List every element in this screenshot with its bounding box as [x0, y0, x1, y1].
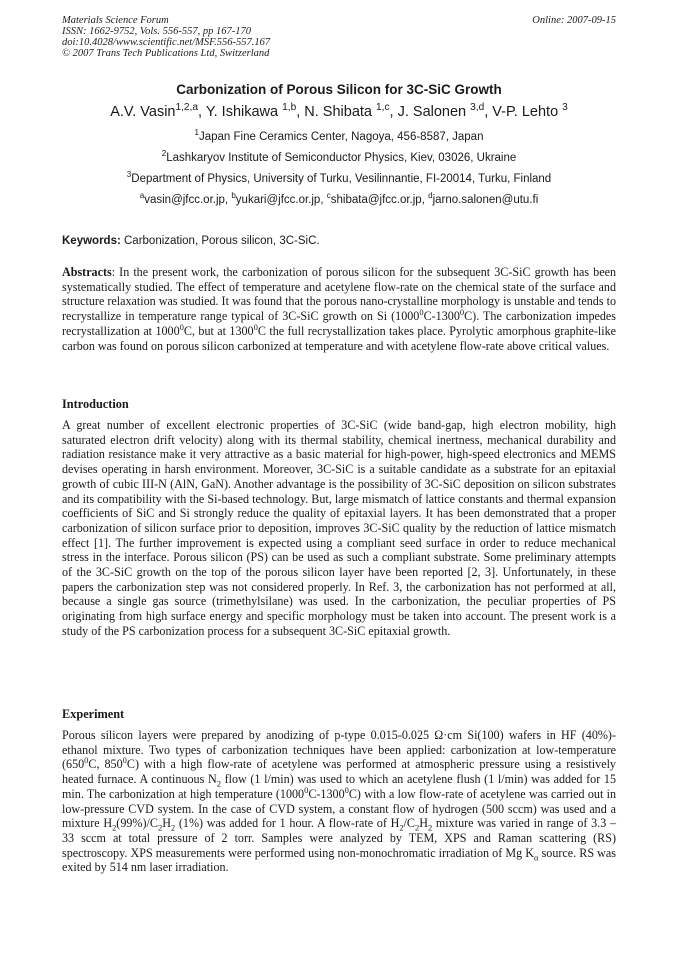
email-mark: c	[326, 191, 331, 201]
email-mark: a	[139, 191, 145, 201]
email-mark: d	[428, 191, 433, 201]
experiment-text: flow (1 l/min) was used to which an acetylene flush (1 l/min) was added for 15 min. The carbonization at high temperature (1000	[62, 772, 616, 801]
degree-mark: 0	[84, 755, 89, 766]
experiment-text: H	[162, 816, 171, 831]
experiment-text: /C	[403, 816, 415, 831]
experiment-text: C, 850	[88, 757, 123, 772]
affiliation-mark: 3	[126, 170, 132, 180]
author-affiliation-mark: 1,b	[282, 102, 297, 114]
experiment-text: (99%)/C	[116, 816, 158, 831]
introduction-paragraph: A great number of excellent electronic properties of 3C-SiC (wide band-gap, high electron mobility, high saturated electron drift velocity) along with its thermal stability, chemical inertness, mechanical durability and radiation resistance make it very attractive as a basic material for high-power, high-speed electronics and MEMS devises operating in harsh environment. Moreover, 3C-SiC is a suitable candidate as a substrate for an epitaxial growth of cubic III-N (AlN, GaN). Another advantage is the possibility of 3C-SiC deposition on silicon substrates and its compatibility with the Si-based technology. But, large mismatch of lattice constants and thermal expansion coefficients of SiC and Si strongly reduce the quality of epitaxial layers. It has been demonstrated that a proper carbonization of silicon surface prior to deposition, improves 3C-SiC quality by the reduction of lattice mismatch effect [1]. The further improvement is expected using a compliant seed surface in order to reduce mechanical stress in the interface. Porous silicon (PS) can be used as such a compliant substrate. Some preliminary attempts of the 3C-SiC growth on the top of the porous silicon layer have been reported [2, 3]. Unfortunately, in these papers the carbonization step was not considered properly. In Ref. 3, the carbonization has not performed at all, because a single gas source (trimethylsilane) was used. In the carbonization, the peculiar properties of PS originating from high surface energy and specific morphology must be taken into account. The present work is a study of the PS carbonization process for a subsequent 3C-SiC epitaxial growth.	[62, 418, 616, 638]
author-name: J. Salonen	[397, 104, 471, 120]
author-affiliation-mark: 3	[562, 102, 568, 114]
subscript: 2	[216, 778, 221, 789]
experiment-text: C) with a low flow-rate of acetylene was carried out in low-pressure CVD system. In the case of CVD system, a constant flow of hydrogen (500 sccm) was used and a mixture H	[62, 786, 616, 831]
subscript: 2	[112, 822, 117, 833]
journal-header	[62, 15, 616, 59]
experiment-text: C) with a high flow-rate of acetylene was performed at atmospheric pressure using a resistively heated furnace. A continuous N	[62, 757, 616, 787]
subscript: 2	[427, 822, 433, 833]
affiliation	[0, 149, 678, 164]
abstract-text: C the full recrystallization takes place. Pyrolytic amorphous graphite-like carbon was found on porous silicon carbonized at temperature and with acetylene flow-rate above critical values.	[62, 323, 616, 353]
abstract-text: : In the present work, the carbonization of porous silicon for the subsequent 3C-SiC growth has been systematically studied. The effect of temperature and acetylene flow-rate on the chemical state of the surface and structure relaxation was studied. It was found that the porous nano-crystalline morphology is unstable and tends to recrystallize in temperature range typical of 3C-SiC growth on Si (1000	[62, 265, 616, 324]
experiment-text: Porous silicon layers were prepared by anodizing of p-type 0.015-0.025 Ω·cm Si(100) wafers in HF (40%)-ethanol mixture. Two types of carbonization techniques have been applied: carbonization at low-temperature (650	[62, 728, 616, 772]
author-name: A.V. Vasin	[110, 104, 176, 120]
keywords-text: Carbonization, Porous silicon, 3C-SiC.	[120, 235, 320, 247]
affiliation-text: Lashkaryov Institute of Semiconductor Physics, Kiev, 03026, Ukraine	[166, 152, 517, 164]
experiment-text: H	[419, 816, 428, 831]
author-name: V-P. Lehto	[492, 104, 563, 120]
experiment-text: source. RS was exited by 514 nm laser irradiation.	[62, 845, 616, 875]
copyright-line: © 2007 Trans Tech Publications Ltd, Switzerland	[62, 48, 270, 59]
author-affiliation-mark: 1,c	[376, 102, 390, 114]
author-affiliation-mark: 1,2,a	[175, 102, 199, 114]
doi-line: doi:10.4028/www.scientific.net/MSF.556-557.167	[62, 37, 271, 48]
paper-title: Carbonization of Porous Silicon for 3C-SiC Growth	[176, 82, 502, 97]
email-mark: b	[231, 191, 236, 201]
affiliation-mark: 2	[161, 149, 167, 159]
affiliation	[0, 128, 678, 143]
author-name: Y. Ishikawa	[205, 104, 283, 120]
degree-mark: 0	[419, 307, 424, 318]
section-heading-introduction: Introduction	[62, 397, 129, 411]
degree-mark: 0	[344, 784, 349, 795]
email-address: shibata@jfcc.or.jp	[330, 194, 422, 206]
section-heading-experiment: Experiment	[62, 707, 125, 721]
abstract-text: C, but at 1300	[183, 323, 254, 338]
journal-name: Materials Science Forum	[62, 15, 169, 26]
email-address: jarno.salonen@utu.fi	[432, 194, 539, 206]
degree-mark: 0	[459, 307, 465, 318]
keywords	[62, 235, 616, 247]
abstract-text: C-1300	[423, 309, 460, 324]
online-date: Online: 2007-09-15	[532, 15, 616, 26]
abstract-text: C). The carbonization impedes recrystallization at 1000	[62, 309, 617, 338]
issn-line: ISSN: 1662-9752, Vols. 556-557, pp 167-170	[62, 26, 251, 37]
subscript: 2	[414, 822, 420, 833]
affiliation	[0, 170, 678, 185]
degree-mark: 0	[304, 784, 309, 795]
author-affiliation-mark: 3,d	[470, 102, 485, 114]
keywords-label: Keywords:	[62, 235, 121, 247]
author-list: A.V. Vasin$^{1,2,a}$, Y. Ishikawa $^{1,b}$, N. Shibata $^{1,c}$, J. Salonen $^{3,d}$, V-P. Lehto $^3$	[110, 102, 568, 120]
affiliation-mark: 1	[194, 128, 199, 138]
email-address: yukari@jfcc.or.jp	[235, 194, 321, 206]
degree-mark: 0	[122, 755, 127, 766]
subscript: 2	[157, 822, 163, 833]
affiliation-text: Department of Physics, University of Turku, Vesilinnantie, FI-20014, Turku, Finland	[131, 173, 552, 185]
email-list: $^a$vasin@jfcc.or.jp, $^b$yukari@jfcc.or.jp, $^c$shibata@jfcc.or.jp, $^d$jarno.salonen@utu.fi	[139, 191, 539, 206]
degree-mark: 0	[253, 321, 258, 332]
experiment-paragraph	[62, 728, 616, 875]
degree-mark: 0	[179, 321, 184, 332]
experiment-text: mixture was varied in range of 3.3 – 33 sccm at total pressure of 2 torr. Samples were analyzed by TEM, XPS and Raman scattering (RS) spectroscopy. XPS measurements were performed using non-monochromatic irradiation of Mg K	[62, 816, 616, 860]
subscript: α	[534, 852, 539, 863]
author-name: N. Shibata	[304, 104, 377, 120]
experiment-text: C-1300	[308, 786, 345, 801]
experiment-text: (1%) was added for 1 hour. A flow-rate of H	[175, 816, 400, 831]
email-address: vasin@jfcc.or.jp	[144, 194, 225, 206]
subscript: 2	[170, 822, 176, 833]
abstract-paragraph	[62, 265, 616, 353]
affiliation-text: Japan Fine Ceramics Center, Nagoya, 456-8587, Japan	[199, 131, 484, 143]
abstract-label: Abstracts	[62, 265, 112, 279]
subscript: 2	[399, 822, 404, 833]
